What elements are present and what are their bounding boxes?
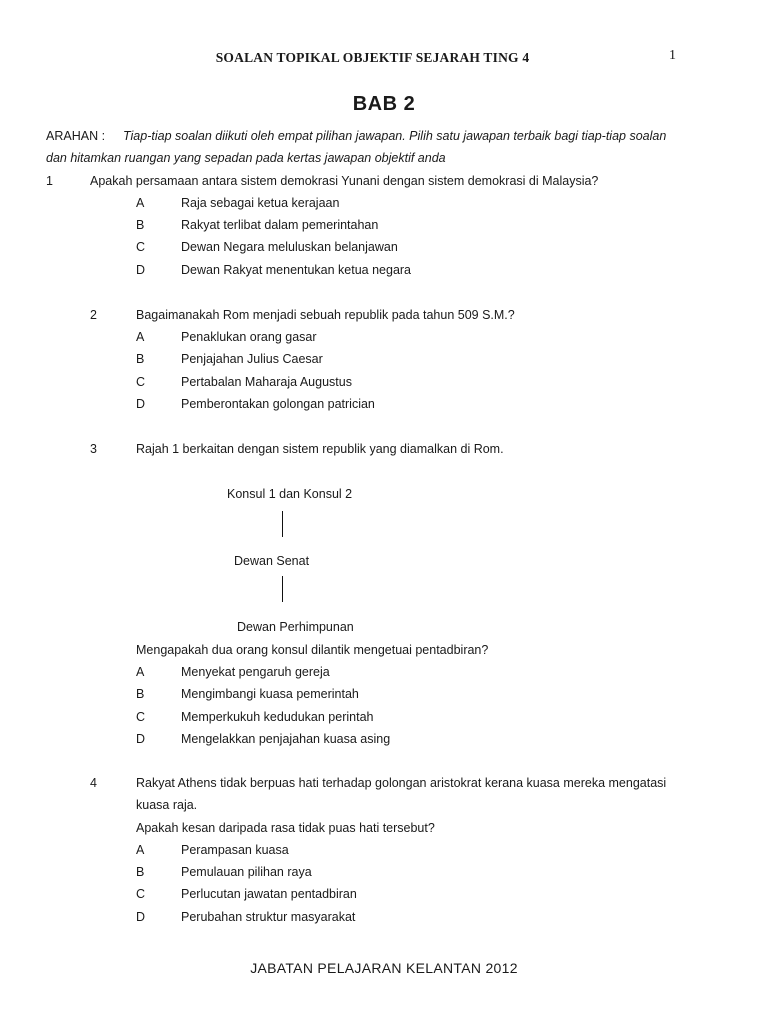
option-text: Mengimbangi kuasa pemerintah: [181, 687, 359, 701]
instructions-line1: Tiap-tiap soalan diikuti oleh empat pilihan jawapan. Pilih satu jawapan terbaik bagi tiap-tiap soalan: [123, 129, 667, 143]
option-letter: A: [136, 196, 145, 210]
option-text: Raja sebagai ketua kerajaan: [181, 196, 340, 210]
option-letter: D: [136, 397, 146, 411]
option-text: Perlucutan jawatan pentadbiran: [181, 887, 357, 901]
diagram-connector: [282, 576, 283, 602]
header-title: SOALAN TOPIKAL OBJEKTIF SEJARAH TING 4: [215, 50, 530, 65]
question-number: 2: [90, 308, 97, 322]
question-prompt: Apakah kesan daripada rasa tidak puas hati tersebut?: [136, 821, 435, 835]
question-stem: Bagaimanakah Rom menjadi sebuah republik pada tahun 509 S.M.?: [136, 308, 515, 322]
option-text: Pemberontakan golongan patrician: [181, 397, 375, 411]
option-text: Penaklukan orang gasar: [181, 330, 317, 344]
option-text: Menyekat pengaruh gereja: [181, 665, 330, 679]
option-text: Pertabalan Maharaja Augustus: [181, 375, 352, 389]
option-letter: B: [136, 687, 145, 701]
diagram-node-assembly: Dewan Perhimpunan: [237, 620, 354, 634]
option-text: Dewan Negara meluluskan belanjawan: [181, 240, 398, 254]
option-text: Rakyat terlibat dalam pemerintahan: [181, 218, 379, 232]
option-text: Penjajahan Julius Caesar: [181, 352, 323, 366]
diagram-node-consuls: Konsul 1 dan Konsul 2: [227, 487, 353, 501]
option-text: Perubahan struktur masyarakat: [181, 910, 356, 924]
option-letter: B: [136, 218, 145, 232]
question-number: 4: [90, 776, 97, 790]
diagram-node-senate: Dewan Senat: [234, 554, 310, 568]
instructions-label: ARAHAN :: [46, 129, 106, 143]
diagram-connector: [282, 511, 283, 537]
option-letter: A: [136, 330, 145, 344]
option-text: Mengelakkan penjajahan kuasa asing: [181, 732, 391, 746]
option-letter: C: [136, 887, 146, 901]
question-stem: Rajah 1 berkaitan dengan sistem republik yang diamalkan di Rom.: [136, 442, 504, 456]
option-letter: C: [136, 710, 146, 724]
option-text: Memperkukuh kedudukan perintah: [181, 710, 374, 724]
option-text: Dewan Rakyat menentukan ketua negara: [181, 263, 412, 277]
page-number: 1: [669, 48, 676, 63]
option-letter: D: [136, 910, 146, 924]
option-letter: B: [136, 865, 145, 879]
option-letter: C: [136, 375, 146, 389]
option-text: Pemulauan pilihan raya: [181, 865, 312, 879]
question-prompt: Mengapakah dua orang konsul dilantik mengetuai pentadbiran?: [136, 643, 489, 657]
question-number: 1: [46, 174, 53, 188]
option-text: Perampasan kuasa: [181, 843, 289, 857]
chapter-title: BAB 2: [352, 93, 416, 115]
option-letter: B: [136, 352, 145, 366]
question-stem: Apakah persamaan antara sistem demokrasi Yunani dengan sistem demokrasi di Malaysia?: [90, 174, 599, 188]
option-letter: A: [136, 665, 145, 679]
option-letter: D: [136, 263, 146, 277]
question-stem-line2: kuasa raja.: [136, 798, 198, 812]
option-letter: D: [136, 732, 146, 746]
question-stem-line1: Rakyat Athens tidak berpuas hati terhadap golongan aristokrat kerana kuasa mereka mengatasi: [136, 776, 667, 790]
page-footer: JABATAN PELAJARAN KELANTAN 2012: [250, 960, 518, 976]
option-letter: A: [136, 843, 145, 857]
option-letter: C: [136, 240, 146, 254]
instructions-line2: dan hitamkan ruangan yang sepadan pada kertas jawapan objektif anda: [46, 151, 446, 165]
question-number: 3: [90, 442, 97, 456]
